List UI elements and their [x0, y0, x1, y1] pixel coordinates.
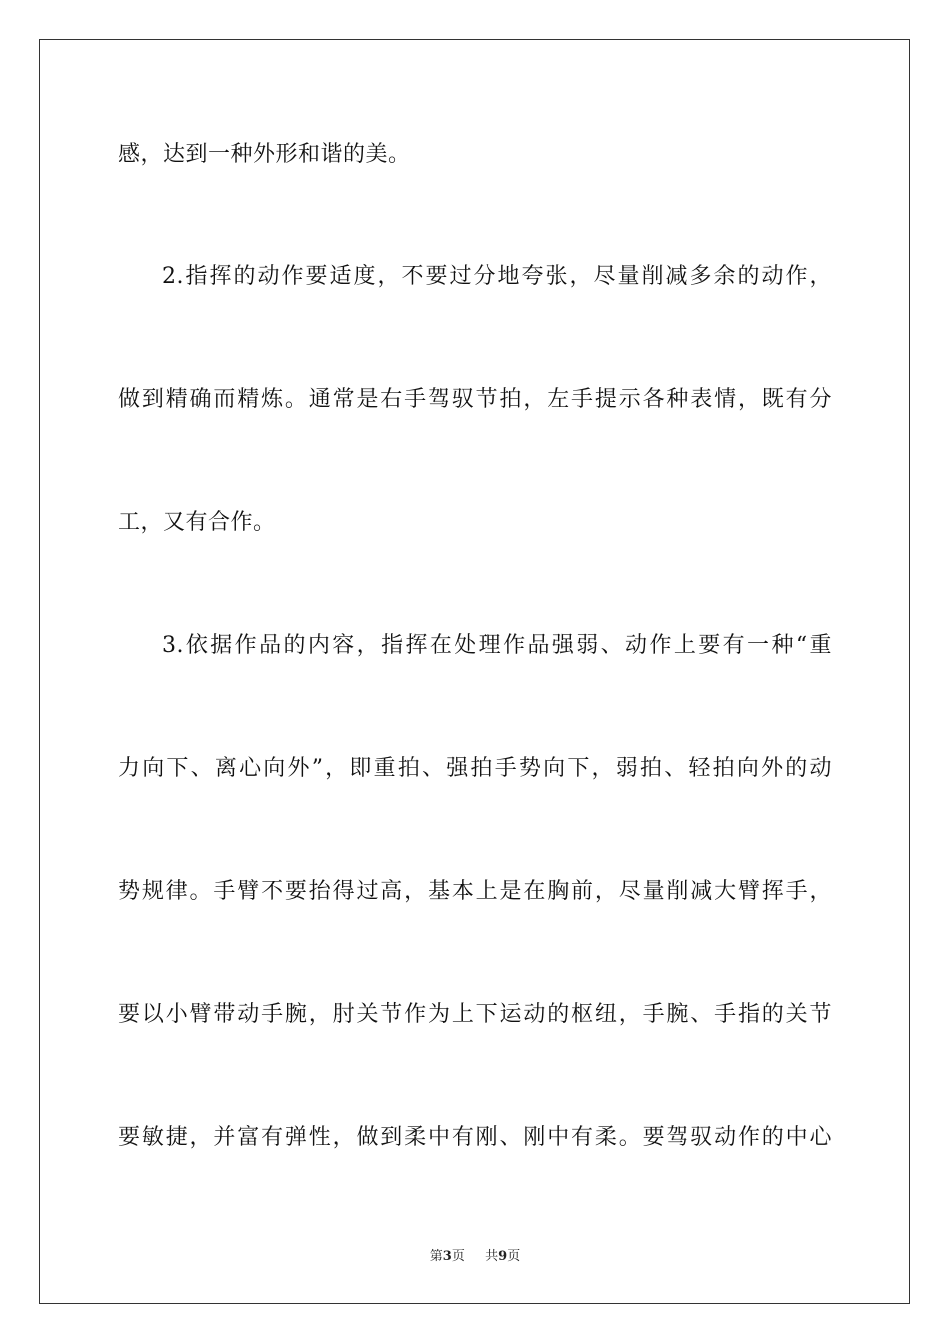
total-pages: 9 [498, 1249, 508, 1264]
page-frame [39, 39, 910, 1304]
text-line: 3.依据作品的内容，指挥在处理作品强弱、动作上要有一种“重 [162, 633, 832, 658]
text-line: 感，达到一种外形和谐的美。 [118, 142, 411, 167]
total-prefix: 共 [485, 1249, 499, 1264]
text-line: 势规律。手臂不要抬得过高，基本上是在胸前，尽量削减大臂挥手， [118, 879, 832, 904]
text-line: 2.指挥的动作要适度，不要过分地夸张，尽量削减多余的动作， [162, 264, 832, 289]
page-label [430, 1249, 469, 1264]
text-line: 要敏捷，并富有弹性，做到柔中有刚、刚中有柔。要驾驭动作的中心 [118, 1125, 832, 1150]
text-line: 做到精确而精炼。通常是右手驾驭节拍，左手提示各种表情，既有分 [118, 387, 832, 412]
text-line: 工，又有合作。 [118, 510, 276, 535]
total-suffix: 页 [507, 1249, 521, 1264]
total-pages-label [485, 1249, 520, 1264]
page-suffix: 页 [451, 1249, 465, 1264]
text-line: 要以小臂带动手腕，肘关节作为上下运动的枢纽，手腕、手指的关节 [118, 1002, 832, 1027]
text-line: 力向下、离心向外”，即重拍、强拍手势向下，弱拍、轻拍向外的动 [118, 756, 832, 781]
page-prefix: 第 [429, 1249, 443, 1264]
page-number: 3 [442, 1249, 452, 1264]
page-footer [0, 1248, 950, 1266]
